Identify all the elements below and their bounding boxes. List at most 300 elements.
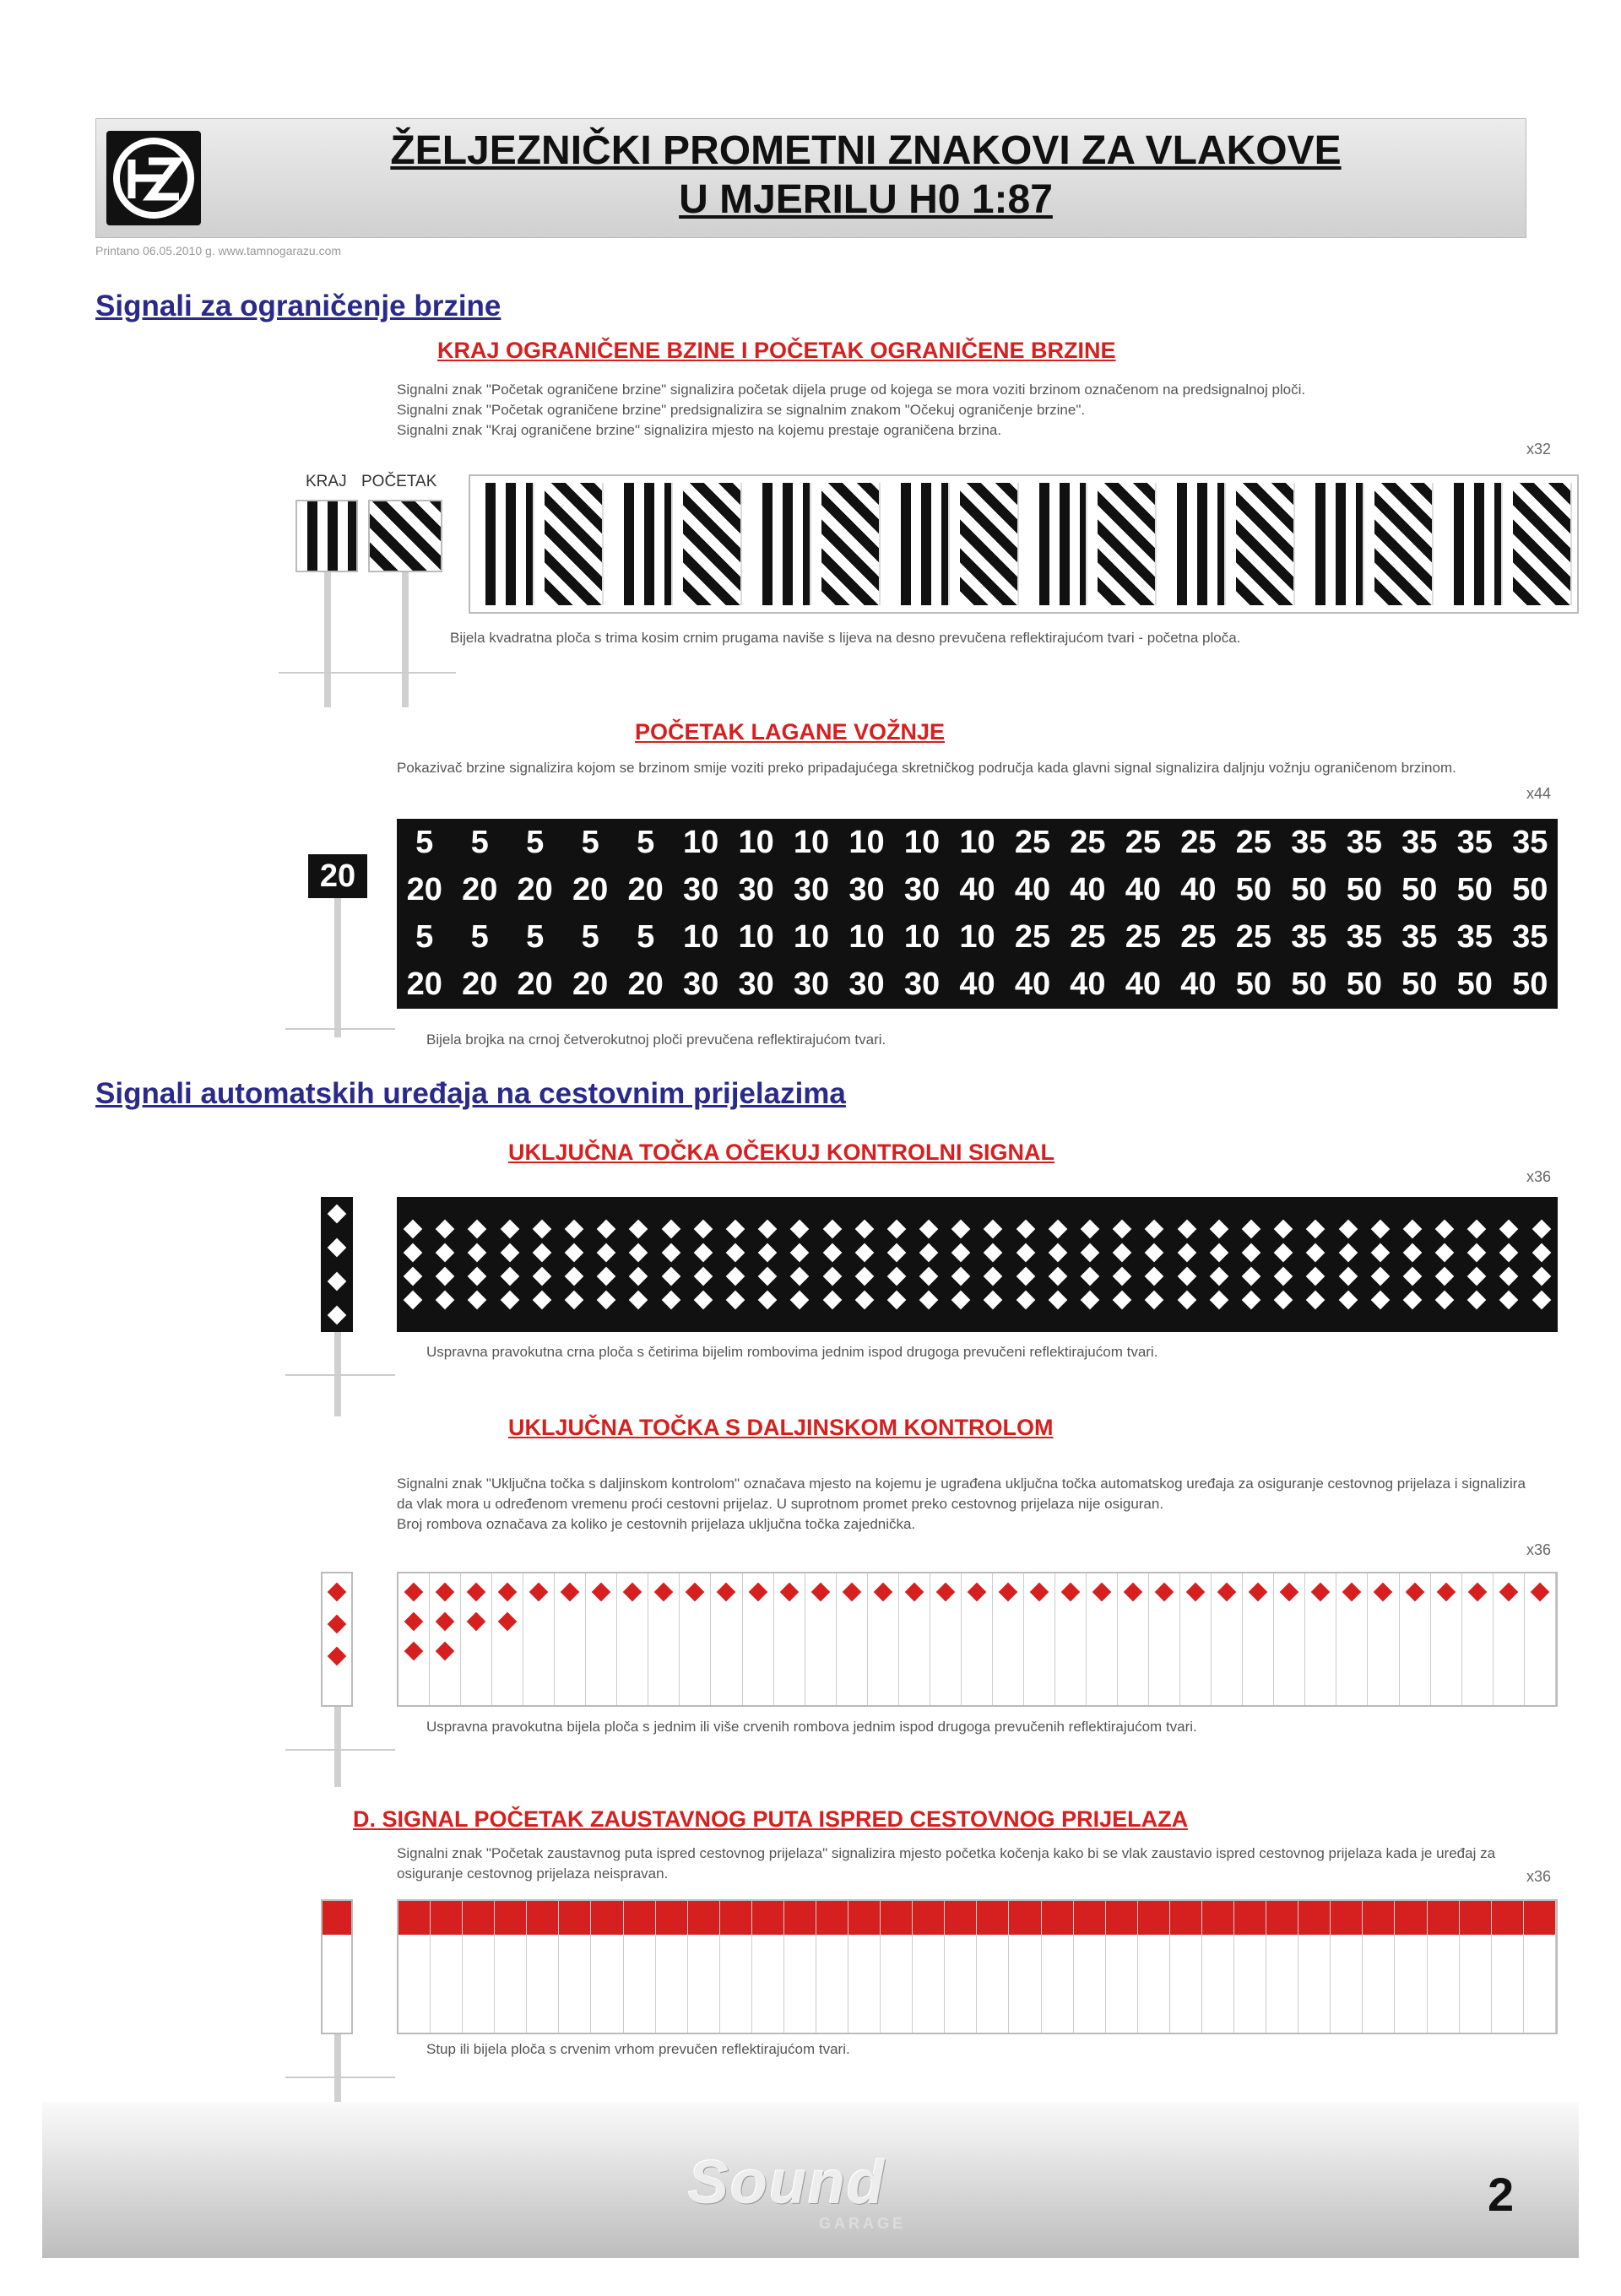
- white-diamond: [1499, 1267, 1519, 1286]
- red-diamond: [1155, 1583, 1174, 1602]
- white-diamond: [1338, 1291, 1358, 1310]
- white-diamond: [1274, 1243, 1293, 1263]
- white-diamond: [629, 1267, 648, 1286]
- white-diamond: [1370, 1243, 1390, 1263]
- daljinska-board: [930, 1573, 962, 1705]
- white-diamond: [328, 1205, 347, 1224]
- red-diamond: [810, 1583, 830, 1602]
- red-diamond: [999, 1583, 1018, 1602]
- speed-value-cell: 10: [682, 919, 719, 956]
- white-diamond: [1145, 1243, 1164, 1263]
- zaustavni-board: [881, 1901, 913, 2033]
- red-diamond: [654, 1583, 674, 1602]
- red-diamond: [1217, 1583, 1237, 1602]
- zaustavni-board: [784, 1901, 816, 2033]
- white-diamond: [1435, 1291, 1455, 1310]
- red-diamond: [1530, 1583, 1549, 1602]
- speed-value-cell: 5: [526, 919, 545, 956]
- daljinska-board: [1462, 1573, 1494, 1705]
- white-diamond: [887, 1220, 907, 1239]
- white-diamond: [661, 1267, 680, 1286]
- speed-value-cell: 20: [517, 967, 553, 1003]
- white-diamond: [919, 1267, 939, 1286]
- ground-line: [285, 2077, 395, 2078]
- red-top: [752, 1901, 783, 1935]
- zaustavni-sign: [321, 1899, 353, 2034]
- white-diamond: [1113, 1243, 1132, 1263]
- speed-value-cell: 35: [1291, 824, 1327, 860]
- white-diamond: [1049, 1243, 1068, 1263]
- speed-value-cell: 20: [462, 967, 498, 1003]
- white-diamond: [951, 1243, 971, 1263]
- ocekuj-board: [1502, 1222, 1515, 1307]
- white-diamond: [1499, 1220, 1519, 1239]
- daljinska-board: [555, 1573, 586, 1705]
- ocekuj-board: [406, 1222, 420, 1307]
- red-diamond: [1124, 1583, 1143, 1602]
- red-top: [591, 1901, 622, 1935]
- red-top: [1492, 1901, 1523, 1935]
- white-diamond: [1081, 1220, 1100, 1239]
- speed-value-cell: 40: [1180, 871, 1217, 907]
- ocekuj-board: [1083, 1222, 1097, 1307]
- red-diamond: [436, 1583, 455, 1602]
- zaustavni-board: [688, 1901, 720, 2033]
- zaustavni-board: [1428, 1901, 1460, 2033]
- caption-lagana: Bijela brojka na crnoj četverokutnoj ploči prevučena reflektirajućom tvari.: [426, 1032, 886, 1048]
- speed-value-cell: 40: [1070, 967, 1106, 1003]
- sign-post: [334, 1707, 341, 1787]
- pocetak-sign: [368, 500, 442, 572]
- speed-value-cell: 30: [738, 871, 774, 907]
- speed-value-cell: 25: [1014, 824, 1051, 860]
- ocekuj-board: [503, 1222, 517, 1307]
- speed-value-cell: 40: [1014, 967, 1051, 1003]
- kraj-board: [891, 483, 950, 605]
- white-diamond: [661, 1291, 680, 1310]
- speed-value-cell: 30: [682, 967, 719, 1003]
- white-diamond: [758, 1243, 778, 1263]
- white-diamond: [1532, 1291, 1551, 1310]
- white-diamond: [1467, 1267, 1487, 1286]
- ocekuj-board: [1277, 1222, 1290, 1307]
- red-diamond: [717, 1583, 736, 1602]
- white-diamond: [1209, 1243, 1228, 1263]
- red-top: [1106, 1901, 1137, 1935]
- white-diamond: [1467, 1220, 1487, 1239]
- speed-value-cell: 25: [1125, 824, 1162, 860]
- speed-value-cell: 20: [572, 967, 609, 1003]
- white-diamond: [1049, 1267, 1068, 1286]
- white-diamond: [822, 1220, 842, 1239]
- white-diamond: [1306, 1291, 1326, 1310]
- red-diamond: [968, 1583, 987, 1602]
- pocetak-board: [1236, 483, 1295, 605]
- white-diamond: [1499, 1291, 1519, 1310]
- daljinska-board: [1400, 1573, 1431, 1705]
- white-diamond: [887, 1267, 907, 1286]
- white-diamond: [1049, 1220, 1068, 1239]
- white-diamond: [726, 1291, 745, 1310]
- white-diamond: [790, 1267, 810, 1286]
- zaustavni-board: [398, 1901, 431, 2033]
- zaustavni-board: [848, 1901, 881, 2033]
- speed-value-cell: 25: [1014, 919, 1051, 956]
- speed-value-cell: 50: [1512, 967, 1548, 1003]
- pocetak-board: [821, 483, 881, 605]
- red-diamond: [904, 1583, 924, 1602]
- white-diamond: [1177, 1291, 1196, 1310]
- daljinska-board: [1368, 1573, 1399, 1705]
- white-diamond: [404, 1243, 423, 1263]
- daljinska-board: [523, 1573, 555, 1705]
- white-diamond: [693, 1291, 713, 1310]
- speed-value-cell: 30: [738, 967, 774, 1003]
- daljinska-board: [1431, 1573, 1462, 1705]
- red-top: [1331, 1901, 1362, 1935]
- ground-line: [285, 1749, 395, 1751]
- zaustavni-board-strip: [397, 1899, 1558, 2034]
- sign-post: [334, 898, 341, 1037]
- speed-value-cell: 5: [581, 824, 599, 860]
- white-diamond: [1370, 1267, 1390, 1286]
- speed-value-cell: 25: [1180, 919, 1217, 956]
- ocekuj-board: [1470, 1222, 1483, 1307]
- white-diamond: [758, 1267, 778, 1286]
- white-diamond: [436, 1243, 455, 1263]
- speed-value-cell: 35: [1456, 919, 1493, 956]
- red-top: [1298, 1901, 1330, 1935]
- white-diamond: [533, 1291, 552, 1310]
- white-diamond: [1081, 1243, 1100, 1263]
- white-diamond: [1306, 1243, 1326, 1263]
- white-diamond: [1532, 1220, 1551, 1239]
- daljinska-board: [430, 1573, 461, 1705]
- speed-value-cell: 20: [517, 871, 553, 907]
- red-diamond: [529, 1583, 549, 1602]
- speed-value-cell: 40: [1070, 871, 1106, 907]
- kraj-board: [475, 483, 534, 605]
- zaustavni-board: [1298, 1901, 1331, 2033]
- speed-value-cell: 10: [793, 824, 830, 860]
- speed-value-cell: 50: [1401, 871, 1438, 907]
- speed-value-cell: 10: [903, 824, 941, 860]
- page-header: [95, 118, 1526, 238]
- red-diamond: [328, 1647, 347, 1666]
- hz-logo: [106, 131, 201, 225]
- daljinska-board: [962, 1573, 993, 1705]
- white-diamond: [693, 1267, 713, 1286]
- ocekuj-board: [1406, 1222, 1419, 1307]
- red-diamond: [1030, 1583, 1049, 1602]
- ocekuj-board: [986, 1222, 1000, 1307]
- white-diamond: [500, 1243, 519, 1263]
- speed-value-cell: 40: [959, 967, 995, 1003]
- white-diamond: [565, 1243, 584, 1263]
- red-diamond: [1280, 1583, 1299, 1602]
- ocekuj-board: [793, 1222, 806, 1307]
- print-info: Printano 06.05.2010 g. www.tamnogarazu.com: [95, 244, 342, 257]
- speed-value-cell: 5: [637, 824, 655, 860]
- daljinska-board: [1118, 1573, 1149, 1705]
- speed-value-cell: 30: [848, 967, 885, 1003]
- subtitle-zaustavni: D. SIGNAL POČETAK ZAUSTAVNOG PUTA ISPRED CESTOVNOG PRIJELAZA: [353, 1806, 1189, 1832]
- ocekuj-board: [438, 1222, 452, 1307]
- white-diamond: [1532, 1267, 1551, 1286]
- daljinska-board: [617, 1573, 648, 1705]
- speed-value-cell: 10: [903, 919, 941, 956]
- white-diamond: [984, 1220, 1003, 1239]
- white-diamond: [468, 1291, 487, 1310]
- desc-lagana: Pokazivač brzine signalizira kojom se brzinom smije voziti preko pripadajućega skretničkog područja kada glavni signal signalizira daljnju vožnju ograničenom brzinom.: [397, 760, 1456, 776]
- white-diamond: [919, 1220, 939, 1239]
- white-diamond: [1113, 1267, 1132, 1286]
- speed-value-cell: 10: [682, 824, 719, 860]
- zaustavni-board: [1460, 1901, 1492, 2033]
- daljinska-board: [1024, 1573, 1055, 1705]
- speed-value-cell: 10: [848, 824, 885, 860]
- daljinska-board: [680, 1573, 711, 1705]
- white-diamond: [1306, 1267, 1326, 1286]
- daljinska-board: [586, 1573, 617, 1705]
- red-top: [977, 1901, 1008, 1935]
- section-title-speed: Signali za ograničenje brzine: [95, 290, 501, 322]
- speed-value-cell: 20: [462, 871, 498, 907]
- red-diamond: [779, 1583, 799, 1602]
- ocekuj-board: [1051, 1222, 1065, 1307]
- kraj-board: [752, 483, 811, 605]
- white-diamond: [565, 1220, 584, 1239]
- red-diamond: [404, 1612, 424, 1632]
- white-diamond: [533, 1267, 552, 1286]
- red-top: [1138, 1901, 1169, 1935]
- ocekuj-board: [632, 1222, 645, 1307]
- white-diamond: [790, 1291, 810, 1310]
- title-line-2: U MJERILU H0 1:87: [679, 177, 1053, 222]
- white-diamond: [822, 1243, 842, 1263]
- red-diamond: [623, 1583, 642, 1602]
- speed-value-cell: 5: [470, 919, 489, 956]
- white-diamond: [1435, 1267, 1455, 1286]
- speed-value-cell: 30: [682, 871, 719, 907]
- white-diamond: [436, 1291, 455, 1310]
- desc-line: Signalni znak "Početak ograničene brzine" signalizira početak dijela pruge od kojega se mora voziti brzinom označenom na predsignalnoj ploči.: [397, 382, 1306, 398]
- red-top: [913, 1901, 944, 1935]
- page-number: 2: [1488, 2168, 1515, 2221]
- red-diamond: [1186, 1583, 1206, 1602]
- speed-value-cell: 20: [627, 967, 664, 1003]
- white-diamond: [1403, 1243, 1423, 1263]
- caption-kraj-pocetak: Bijela kvadratna ploča s trima kosim crnim prugama naviše s lijeva na desno prevučena reflektirajućom tvari - početna ploča.: [450, 630, 1241, 646]
- ocekuj-board: [890, 1222, 903, 1307]
- speed-value-cell: 10: [738, 919, 774, 956]
- speed-value-cell: 35: [1512, 919, 1548, 956]
- red-top: [1234, 1901, 1266, 1935]
- red-diamond: [686, 1583, 705, 1602]
- speed-value-cell: 5: [415, 824, 434, 860]
- white-diamond: [1145, 1267, 1164, 1286]
- speed-value-cell: 50: [1512, 871, 1548, 907]
- white-diamond: [468, 1267, 487, 1286]
- white-diamond: [1338, 1243, 1358, 1263]
- speed-value-cell: 20: [406, 871, 442, 907]
- caption-ocekuj: Uspravna pravokutna crna ploča s četirima bijelim rombovima jednim ispod drugoga prevučeni reflektirajućom tvari.: [426, 1344, 1158, 1360]
- desc-daljinska: [397, 1474, 1545, 1535]
- daljinska-board: [711, 1573, 742, 1705]
- zaustavni-board: [1074, 1901, 1106, 2033]
- desc-line: Signalni znak "Početak ograničene brzine" predsignalizira se signalnim znakom "Očekuj ograničenje brzine".: [397, 402, 1086, 418]
- red-top: [1460, 1901, 1491, 1935]
- zaustavni-board: [1331, 1901, 1363, 2033]
- pocetak-board: [1098, 483, 1157, 605]
- kraj-sign: [295, 500, 358, 572]
- speed-value-cell: 5: [415, 919, 434, 956]
- speed-value-cell: 10: [793, 919, 830, 956]
- count-label: x44: [1526, 785, 1552, 802]
- zaustavni-board: [527, 1901, 559, 2033]
- red-top: [848, 1901, 880, 1935]
- hatch-board-strip: [469, 474, 1579, 614]
- desc-kraj-pocetak: [397, 380, 1553, 441]
- white-diamond: [1242, 1291, 1261, 1310]
- speed-value-cell: 35: [1401, 824, 1438, 860]
- white-diamond: [726, 1243, 745, 1263]
- daljinska-board: [648, 1573, 680, 1705]
- white-diamond: [1532, 1243, 1551, 1263]
- speed-value-cell: 20: [572, 871, 609, 907]
- white-diamond: [468, 1243, 487, 1263]
- speed-value-cell: 10: [738, 824, 774, 860]
- ocekuj-sign: [321, 1197, 353, 1332]
- daljinska-board: [868, 1573, 899, 1705]
- white-diamond: [597, 1267, 616, 1286]
- white-diamond: [1113, 1291, 1132, 1310]
- daljinska-board: [1055, 1573, 1087, 1705]
- white-diamond: [1113, 1220, 1132, 1239]
- speed-value-cell: 10: [848, 919, 885, 956]
- desc-line: Broj rombova označava za koliko je cestovnih prijelaza uključna točka zajednička.: [397, 1516, 916, 1532]
- zaustavni-board: [656, 1901, 688, 2033]
- white-diamond: [661, 1220, 680, 1239]
- white-diamond: [1177, 1243, 1196, 1263]
- white-diamond: [1306, 1220, 1326, 1239]
- white-diamond: [951, 1220, 971, 1239]
- white-diamond: [854, 1267, 874, 1286]
- count-label: x36: [1526, 1168, 1552, 1185]
- white-diamond: [984, 1243, 1003, 1263]
- white-diamond: [1274, 1220, 1293, 1239]
- red-top: [624, 1901, 655, 1935]
- red-top: [1428, 1901, 1459, 1935]
- white-diamond: [436, 1220, 455, 1239]
- daljinska-board: [743, 1573, 774, 1705]
- ocekuj-board: [1374, 1222, 1387, 1307]
- speed-value-cell: 5: [581, 919, 599, 956]
- subtitle-daljinska: UKLJUČNA TOČKA S DALJINSKOM KONTROLOM: [508, 1415, 1054, 1440]
- speed-value-cell: 50: [1456, 871, 1493, 907]
- white-diamond: [500, 1291, 519, 1310]
- kraj-board: [1167, 483, 1226, 605]
- daljinska-board: [774, 1573, 805, 1705]
- ground-line: [279, 672, 456, 674]
- zaustavni-board: [624, 1901, 656, 2033]
- daljinska-board: [805, 1573, 837, 1705]
- white-diamond: [951, 1291, 971, 1310]
- white-diamond: [436, 1267, 455, 1286]
- desc-line: Signalni znak "Kraj ograničene brzine" signalizira mjesto na kojemu prestaje ograničena brzina.: [397, 422, 1002, 438]
- white-diamond: [565, 1267, 584, 1286]
- red-top: [431, 1901, 462, 1935]
- white-diamond: [1016, 1243, 1035, 1263]
- ocekuj-board: [922, 1222, 935, 1307]
- zaustavni-board: [1266, 1901, 1298, 2033]
- speed-value-cell: 40: [1125, 967, 1162, 1003]
- speed-value-cell: 35: [1346, 919, 1382, 956]
- daljinska-board: [461, 1573, 492, 1705]
- daljinska-board: [492, 1573, 523, 1705]
- red-top: [1202, 1901, 1233, 1935]
- zaustavni-board: [463, 1901, 495, 2033]
- white-diamond: [533, 1220, 552, 1239]
- speed-value-cell: 50: [1291, 871, 1327, 907]
- red-top: [559, 1901, 590, 1935]
- red-top: [784, 1901, 816, 1935]
- ocekuj-board: [729, 1222, 742, 1307]
- pocetak-board: [1513, 483, 1572, 605]
- red-diamond: [328, 1583, 347, 1602]
- red-diamond: [1405, 1583, 1424, 1602]
- red-top: [1009, 1901, 1040, 1935]
- ocekuj-board: [1438, 1222, 1451, 1307]
- ocekuj-board: [858, 1222, 871, 1307]
- speed-value-cell: 50: [1291, 967, 1327, 1003]
- red-diamond: [1342, 1583, 1362, 1602]
- red-diamond: [328, 1615, 347, 1634]
- subtitle-ocekuj: UKLJUČNA TOČKA OČEKUJ KONTROLNI SIGNAL: [508, 1140, 1055, 1165]
- daljinska-board: [1336, 1573, 1368, 1705]
- ocekuj-board: [1212, 1222, 1226, 1307]
- speed-sign-sample: 20: [306, 853, 369, 900]
- zaustavni-board: [752, 1901, 784, 2033]
- white-diamond: [1016, 1220, 1035, 1239]
- speed-value-cell: 40: [1180, 967, 1217, 1003]
- white-diamond: [565, 1291, 584, 1310]
- caption-daljinska: Uspravna pravokutna bijela ploča s jednim ili više crvenih rombova jednim ispod drugoga prevučenih reflektirajućom tvari.: [426, 1719, 1197, 1735]
- zaustavni-board: [1042, 1901, 1074, 2033]
- zaustavni-board: [816, 1901, 848, 2033]
- red-diamond: [842, 1583, 861, 1602]
- speed-value-cell: 50: [1346, 967, 1382, 1003]
- speed-value-cell: 20: [627, 871, 664, 907]
- count-label: x36: [1526, 1541, 1552, 1558]
- white-diamond: [328, 1238, 347, 1258]
- speed-value-cell: 35: [1512, 824, 1548, 860]
- red-diamond: [873, 1583, 892, 1602]
- white-diamond: [822, 1267, 842, 1286]
- daljinska-board: [1087, 1573, 1118, 1705]
- red-top: [881, 1901, 912, 1935]
- red-top: [527, 1901, 558, 1935]
- speed-value-cell: 25: [1180, 824, 1217, 860]
- red-top: [1074, 1901, 1105, 1935]
- white-diamond: [726, 1220, 745, 1239]
- speed-value-cell: 10: [959, 919, 995, 956]
- white-diamond: [1049, 1291, 1068, 1310]
- white-diamond: [1177, 1267, 1196, 1286]
- white-diamond: [984, 1267, 1003, 1286]
- red-diamond: [467, 1612, 486, 1632]
- white-diamond: [597, 1291, 616, 1310]
